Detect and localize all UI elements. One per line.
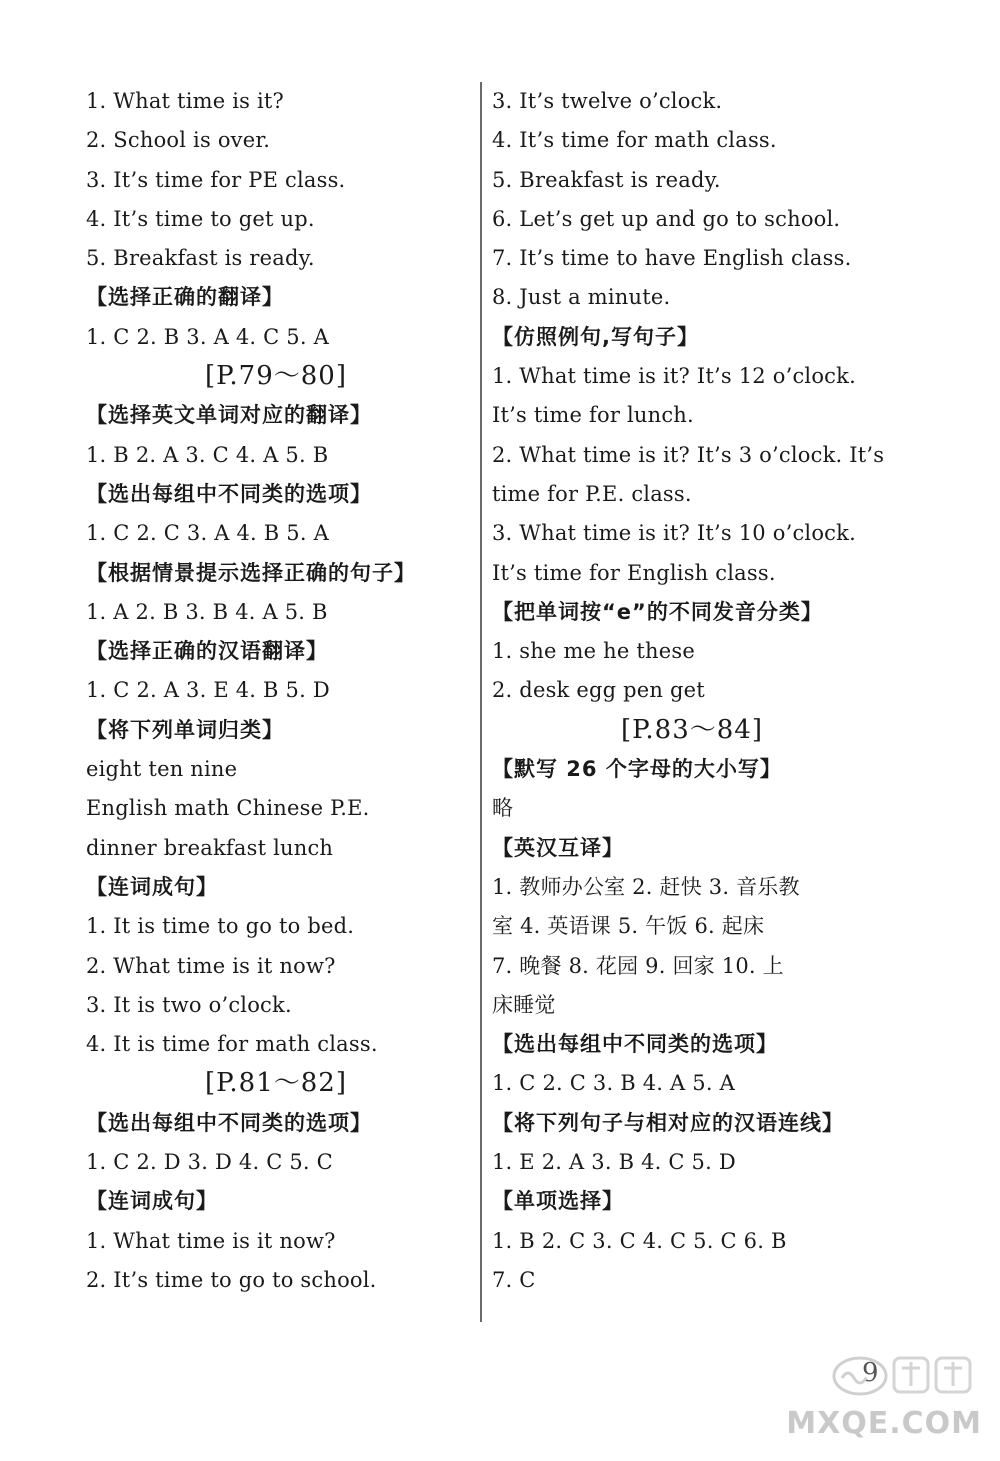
answer-line: 1. What time is it? <box>86 89 285 113</box>
answer-line: 5. Breakfast is ready. <box>86 246 315 271</box>
section-heading: 【英汉互译】 <box>492 835 624 860</box>
answer-line: 4. It is time for math class. <box>86 1032 378 1057</box>
section-heading: 【连词成句】 <box>86 1189 218 1214</box>
answer-line: eight ten nine <box>86 757 238 782</box>
answer-line: 6. Let’s get up and go to school. <box>492 206 841 231</box>
answer-line: 1. C 2. B 3. A 4. C 5. A <box>86 324 329 349</box>
answer-line: 床睡觉 <box>492 992 556 1017</box>
section-heading: 【根据情景提示选择正确的句子】 <box>86 560 416 585</box>
section-heading: 【选择正确的翻译】 <box>86 285 284 310</box>
answer-line: 1. What time is it now? <box>86 1228 336 1253</box>
right-column <box>492 82 892 1300</box>
answer-line: 1. A 2. B 3. B 4. A 5. B <box>86 599 328 624</box>
answer-line: 3. It’s time for PE class. <box>86 167 346 192</box>
section-heading: 【将下列句子与相对应的汉语连线】 <box>492 1110 844 1135</box>
section-heading: 【选出每组中不同类的选项】 <box>492 1032 778 1057</box>
watermark-text: MXQE.COM <box>786 1406 982 1441</box>
page-reference: [P.79～80] <box>205 361 347 392</box>
page-reference: [P.83～84] <box>621 714 763 745</box>
answer-line: 1. E 2. A 3. B 4. C 5. D <box>492 1150 736 1175</box>
page-number: 9 <box>862 1358 879 1388</box>
answer-line: 7. C <box>492 1267 536 1292</box>
answer-line: 1. 教师办公室 2. 赶快 3. 音乐教 <box>492 874 800 899</box>
answer-line: 1. B 2. A 3. C 4. A 5. B <box>86 442 329 467</box>
section-heading: 【仿照例句,写句子】 <box>492 324 699 349</box>
answer-line: 1. C 2. D 3. D 4. C 5. C <box>86 1150 333 1175</box>
section-heading: 【把单词按“e”的不同发音分类】 <box>492 599 823 624</box>
answer-line: 2. It’s time to go to school. <box>86 1267 377 1292</box>
answer-line: 1. B 2. C 3. C 4. C 5. C 6. B <box>492 1228 787 1253</box>
answer-line: 2. What time is it now? <box>86 953 336 978</box>
answer-line: 7. 晚餐 8. 花园 9. 回家 10. 上 <box>492 953 784 978</box>
answer-line: 3. It’s twelve o’clock. <box>492 89 723 113</box>
answer-line: dinner breakfast lunch <box>86 835 334 860</box>
answer-line: It’s time for English class. <box>492 560 776 585</box>
answer-line: 3. It is two o’clock. <box>86 992 292 1017</box>
answer-line: 1. C 2. C 3. A 4. B 5. A <box>86 521 329 546</box>
section-heading: 【选择英文单词对应的翻译】 <box>86 403 372 428</box>
answer-line: time for P.E. class. <box>492 481 692 506</box>
page-reference: [P.81～82] <box>205 1068 347 1099</box>
answer-line: 4. It’s time to get up. <box>86 206 315 231</box>
answer-line: 1. she me he these <box>492 639 695 664</box>
answer-line: 8. Just a minute. <box>492 285 671 310</box>
answer-line: 3. What time is it? It’s 10 o’clock. <box>492 521 856 546</box>
answer-line: 2. desk egg pen get <box>492 678 705 703</box>
answer-line: English math Chinese P.E. <box>86 796 370 821</box>
section-heading: 【选出每组中不同类的选项】 <box>86 481 372 506</box>
answer-line: 1. C 2. A 3. E 4. B 5. D <box>86 678 330 703</box>
section-heading: 【连词成句】 <box>86 874 218 899</box>
answer-line: 略 <box>492 796 514 821</box>
section-heading: 【选择正确的汉语翻译】 <box>86 639 328 664</box>
answer-line: 1. C 2. C 3. B 4. A 5. A <box>492 1071 735 1096</box>
section-heading: 【单项选择】 <box>492 1189 624 1214</box>
section-heading: 【默写 26 个字母的大小写】 <box>492 757 782 782</box>
answer-line: 4. It’s time for math class. <box>492 128 777 153</box>
answer-line: 1. It is time to go to bed. <box>86 914 355 939</box>
section-heading: 【选出每组中不同类的选项】 <box>86 1110 372 1135</box>
watermark-logo-icon <box>820 1348 980 1410</box>
answer-line: 1. What time is it? It’s 12 o’clock. <box>492 364 856 389</box>
section-heading: 【将下列单词归类】 <box>86 717 284 742</box>
answer-line: 5. Breakfast is ready. <box>492 167 721 192</box>
answer-line: 2. School is over. <box>86 128 271 153</box>
left-column <box>86 82 466 1300</box>
answer-line: 室 4. 英语课 5. 午饭 6. 起床 <box>492 914 765 939</box>
column-divider <box>480 82 482 1322</box>
answer-line: It’s time for lunch. <box>492 403 694 428</box>
answer-line: 7. It’s time to have English class. <box>492 246 852 271</box>
answer-line: 2. What time is it? It’s 3 o’clock. It’s <box>492 442 885 467</box>
